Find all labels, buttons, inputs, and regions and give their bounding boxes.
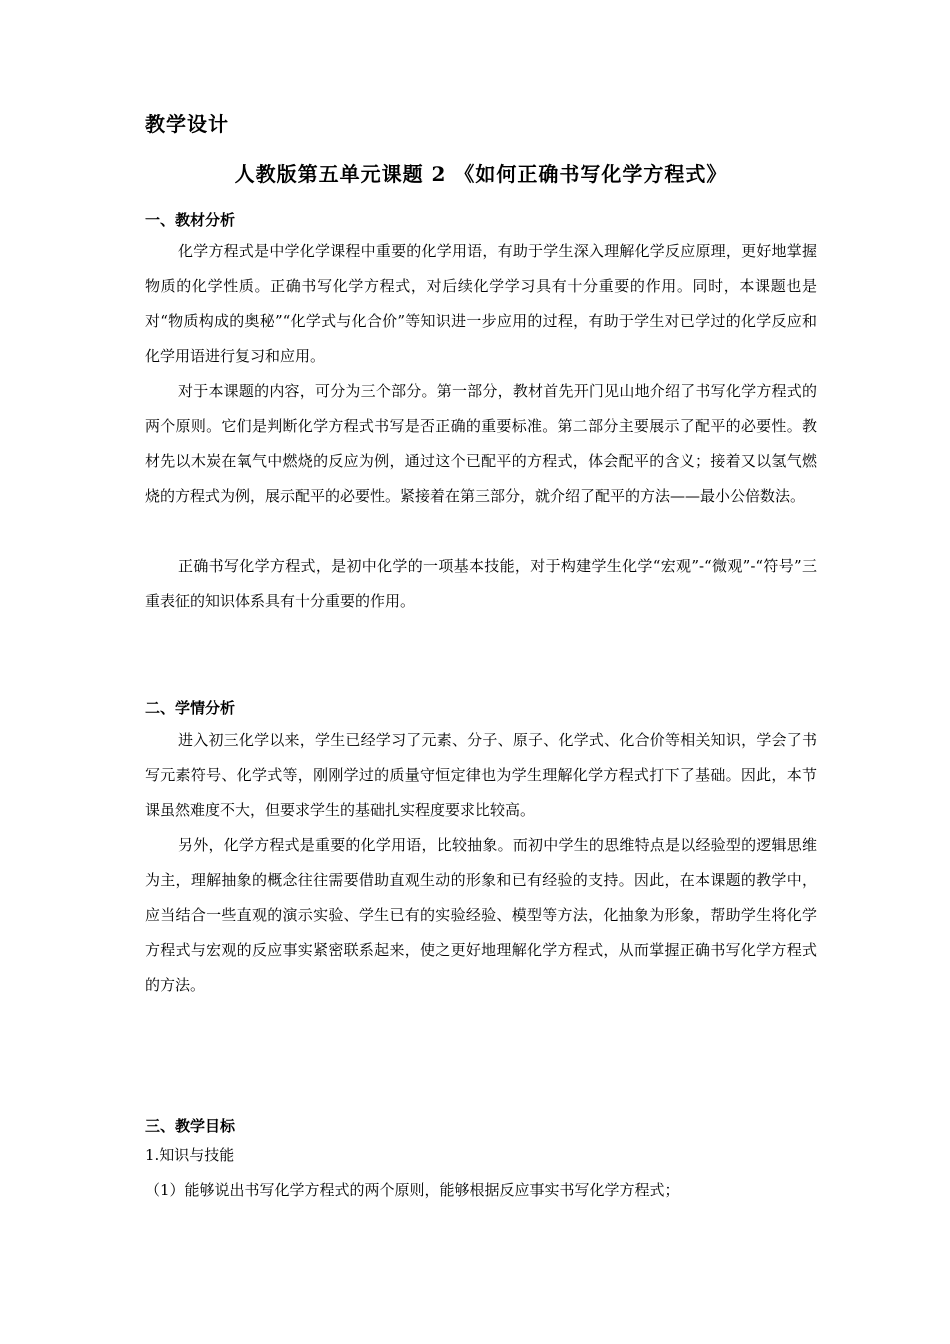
section-heading-textbook-analysis: 一、教材分析 — [145, 211, 236, 229]
section-heading-teaching-goals: 三、教学目标 — [145, 1117, 236, 1135]
goal-item: （1）能够说出书写化学方程式的两个原则，能够根据反应事实书写化学方程式； — [145, 1181, 680, 1199]
paragraph: 另外，化学方程式是重要的化学用语，比较抽象。而初中学生的思维特点是以经验型的逻辑思维为主，理解抽象的概念往往需要借助直观生动的形象和已有经验的支持。因此，在本课题的教学中，应当结合一些直观的演示实验、学生已有的实验经验、模型等方法，化抽象为形象，帮助学生将化学方程式与宏观的反应事实紧密联系起来，使之更好地理解化学方程式，从而掌握正确书写化学方程式的方法。 — [145, 836, 817, 994]
paragraph: 对于本课题的内容，可分为三个部分。第一部分，教材首先开门见山地介绍了书写化学方程式的两个原则。它们是判断化学方程式书写是否正确的重要标准。第二部分主要展示了配平的必要性。教材先以木炭在氧气中燃烧的反应为例，通过这个已配平的方程式，体会配平的含义；接着又以氢气燃烧的方程式为例，展示配平的必要性。紧接着在第三部分，就介绍了配平的方法——最小公倍数法。 — [145, 382, 817, 505]
paragraph: 正确书写化学方程式，是初中化学的一项基本技能，对于构建学生化学“宏观”-“微观”-“符号”三重表征的知识体系具有十分重要的作用。 — [145, 557, 817, 610]
paragraph: 进入初三化学以来，学生已经学习了元素、分子、原子、化学式、化合价等相关知识，学会了书写元素符号、化学式等，刚刚学过的质量守恒定律也为学生理解化学方程式打下了基础。因此，本节课虽然难度不大，但要求学生的基础扎实程度要求比较高。 — [145, 731, 817, 819]
section-heading-student-analysis: 二、学情分析 — [145, 699, 236, 717]
document-title: 人教版第五单元课题 2 《如何正确书写化学方程式》 — [234, 162, 728, 186]
document-label: 教学设计 — [145, 112, 229, 136]
paragraph: 化学方程式是中学化学课程中重要的化学用语，有助于学生深入理解化学反应原理，更好地掌握物质的化学性质。正确书写化学方程式，对后续化学学习具有十分重要的作用。同时，本课题也是对“物质构成的奥秘”“化学式与化合价”等知识进一步应用的过程，有助于学生对已学过的化学反应和化学用语进行复习和应用。 — [145, 242, 817, 365]
subheading-knowledge-skills: 1.知识与技能 — [145, 1146, 235, 1164]
